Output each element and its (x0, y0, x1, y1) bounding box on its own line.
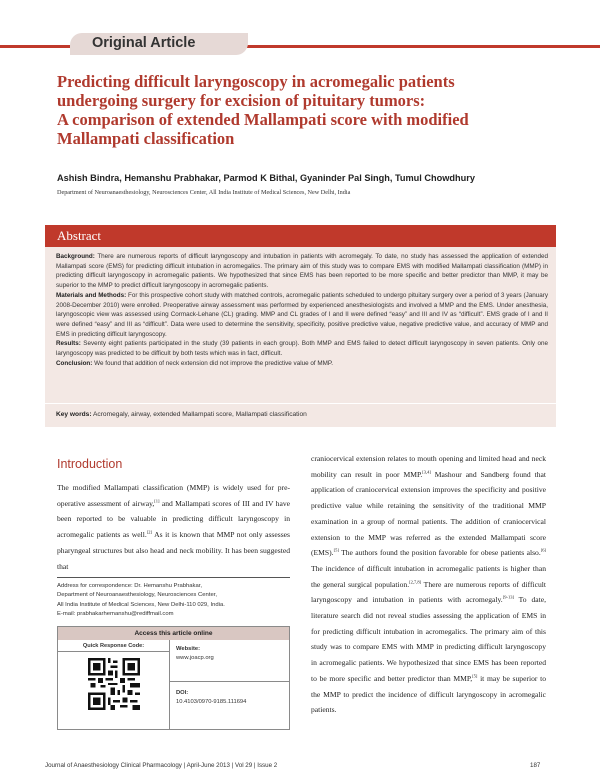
abstract-conclusion (56, 359, 548, 369)
body-text: The authors found the position favorable for obese patients also. (338, 548, 541, 558)
introduction-heading: Introduction (57, 457, 123, 471)
abstract-methods (56, 291, 548, 340)
body-text: To date, literature search did not reveal studies assessing the application of EMS in for predicting difficult intubation in acromegalics. The primary aim of this study was to compare EMS with MMP in predicting difficult laryngoscopy in acromegalic patients. We hypothesized that since EMS has been reported to be more specific and better predictor than MMP, (311, 595, 546, 683)
correspondence-line: Address for correspondence: Dr. Hemanshu Prabhakar, (57, 583, 203, 589)
citation[interactable]: [3,4] (422, 469, 431, 475)
doi-link[interactable]: 10.4103/0970-9185.111694 (176, 699, 247, 706)
body-column-left (57, 480, 290, 574)
title-line: Mallampati classification (57, 129, 235, 148)
qr-cell (58, 652, 170, 730)
qr-code-icon[interactable] (88, 658, 140, 710)
doi-label: DOI: (176, 690, 189, 696)
abstract-label: Conclusion: (56, 359, 93, 367)
abstract-heading: Abstract (57, 228, 102, 243)
abstract-background (56, 252, 548, 291)
qr-label: Quick Response Code: (58, 640, 170, 652)
body-text: The incidence of difficult intubation in acromegalic patients is higher than the general surgical population. (311, 563, 546, 589)
citation[interactable]: [9-13] (502, 594, 514, 600)
body-text: As it is known that MMP not only assesses pharyngeal structures but also head and neck mobility. It has been suggested that (57, 530, 290, 571)
keywords-divider (45, 403, 556, 404)
keywords-text: Acromegaly, airway, extended Mallampati score, Mallampati classification (93, 411, 307, 418)
access-divider (170, 681, 290, 682)
abstract-text: Seventy eight patients participated in the study (39 patients in each group). Both MMP and EMS failed to detect difficult laryngoscopy in seven patients. Only one laryngoscopy was predicted to be difficult by both tests which was in fact, difficult. (56, 340, 549, 358)
correspondence-block (57, 577, 290, 620)
keywords (56, 411, 307, 418)
section-tab (70, 33, 248, 55)
citation[interactable]: [5] (472, 673, 478, 679)
citation[interactable]: [5] (333, 547, 339, 553)
abstract-label: Materials and Methods: (56, 291, 127, 299)
doi-details (176, 689, 286, 707)
title-line: A comparison of extended Mallampati score with modified (57, 110, 469, 129)
abstract-label: Results: (56, 340, 81, 348)
abstract-text: We found that addition of neck extension did not improve the predictive value of MMP. (94, 359, 333, 367)
correspondence-line: All India Institute of Medical Sciences, New Delhi-110 029, India. (57, 601, 225, 608)
section-label: Original Article (92, 35, 196, 51)
citation[interactable]: [1] (154, 498, 160, 504)
access-heading: Access this article online (58, 627, 289, 640)
author-list: Ashish Bindra, Hemanshu Prabhakar, Parmod K Bithal, Gyaninder Pal Singh, Tumul Chowdhury (57, 173, 475, 183)
citation[interactable]: [2] (146, 529, 152, 535)
body-text: craniocervical extension relates to mouth opening and limited head and neck mobility can result in poor MMP. (311, 454, 546, 479)
access-online-box (57, 626, 290, 730)
body-text: There are numerous reports of difficult laryngoscopy and intubation in patients with acromegaly. (311, 579, 546, 605)
keywords-label: Key words: (56, 411, 92, 418)
body-column-right (311, 451, 546, 718)
abstract-header (45, 225, 556, 247)
body-text: The modified Mallampati classification (MMP) is widely used for pre-operative assessment of airway, (57, 483, 290, 508)
title-line: undergoing surgery for excision of pituitary tumors: (57, 91, 426, 110)
section-header (0, 33, 600, 55)
journal-footer: Journal of Anaesthesiology Clinical Pharmacology | April-June 2013 | Vol 29 | Issue 2 (45, 762, 278, 769)
correspondence-line: Department of Neuroanaesthesiology, Neurosciences Center, (57, 592, 218, 599)
body-text: Mashour and Sandberg found that application of craniocervical extension improves the specificity and positive predictive value while retaining the sensitivity of the traditional MMP examination in a group of normal patients. The addition of craniocervical extension to the MMP was referred as the extended Mallampati score (EMS). (311, 469, 546, 558)
abstract-results (56, 339, 548, 358)
citation[interactable]: [2,7,8] (409, 579, 422, 585)
abstract-label: Background: (56, 253, 95, 260)
website-link[interactable]: www.joacp.org (176, 655, 214, 662)
author-affiliation: Department of Neuroanaesthesiology, Neurosciences Center, All India Institute of Medical Sciences, New Delhi, India (57, 189, 351, 196)
article-title (57, 72, 557, 148)
website-label: Website: (176, 646, 201, 652)
abstract-text: There are numerous reports of difficult laryngoscopy and intubation in patients with acromegaly. To date, no study has assessed the application of extended Mallampati score (EMS) for predicting difficult intubation in acromegalics. The primary aim of this study was to compare EMS with modified Mallampati classification (MMP) in predicting difficult laryngoscopy in acromegalic patients. We hypothesized that since EMS has been reported to be more specific and better predictor than MMP, it may be superior to the MMP to predict difficult laryngoscopy in acromegalic patients. (56, 253, 548, 290)
abstract-box (45, 225, 556, 427)
correspondence-email[interactable]: E-mail: prabhakarhemanshu@rediffmail.com (57, 611, 174, 618)
title-line: Predicting difficult laryngoscopy in acromegalic patients (57, 72, 455, 91)
body-text: and Mallampati scores of III and IV have been reported to be valuable in predicting difficult laryngoscopy in acromegalic patients as well. (57, 498, 290, 540)
abstract-text: For this prospective cohort study with matched controls, acromegalic patients scheduled to undergo pituitary surgery over a period of 3 years (January 2008-December 2010) were enrolled. Preoperative airway assessment was performed by experienced anesthesiologists and involved a MMP and the EMS. Under anesthesia, laryngoscopic view was assessed using Cormack-Lehane (CL) grading. MMP and CL grades of I and II were defined “easy” and III and IV as “difficult”. EMS grade of I and II were defined “easy” and III as “difficult”. Data were used to determine the sensitivity, specificity, positive predictive value, negative predictive value, and accuracy of MMP and EMS in predicting difficult laryngoscopy. (56, 291, 549, 338)
access-details (176, 645, 286, 663)
page-number: 187 (530, 762, 541, 769)
citation[interactable]: [6] (540, 547, 546, 553)
body-text: it may be superior to the MMP to predict the incidence of difficult laryngoscopy in acromegalic patients. (311, 673, 546, 715)
abstract-body (56, 252, 548, 368)
